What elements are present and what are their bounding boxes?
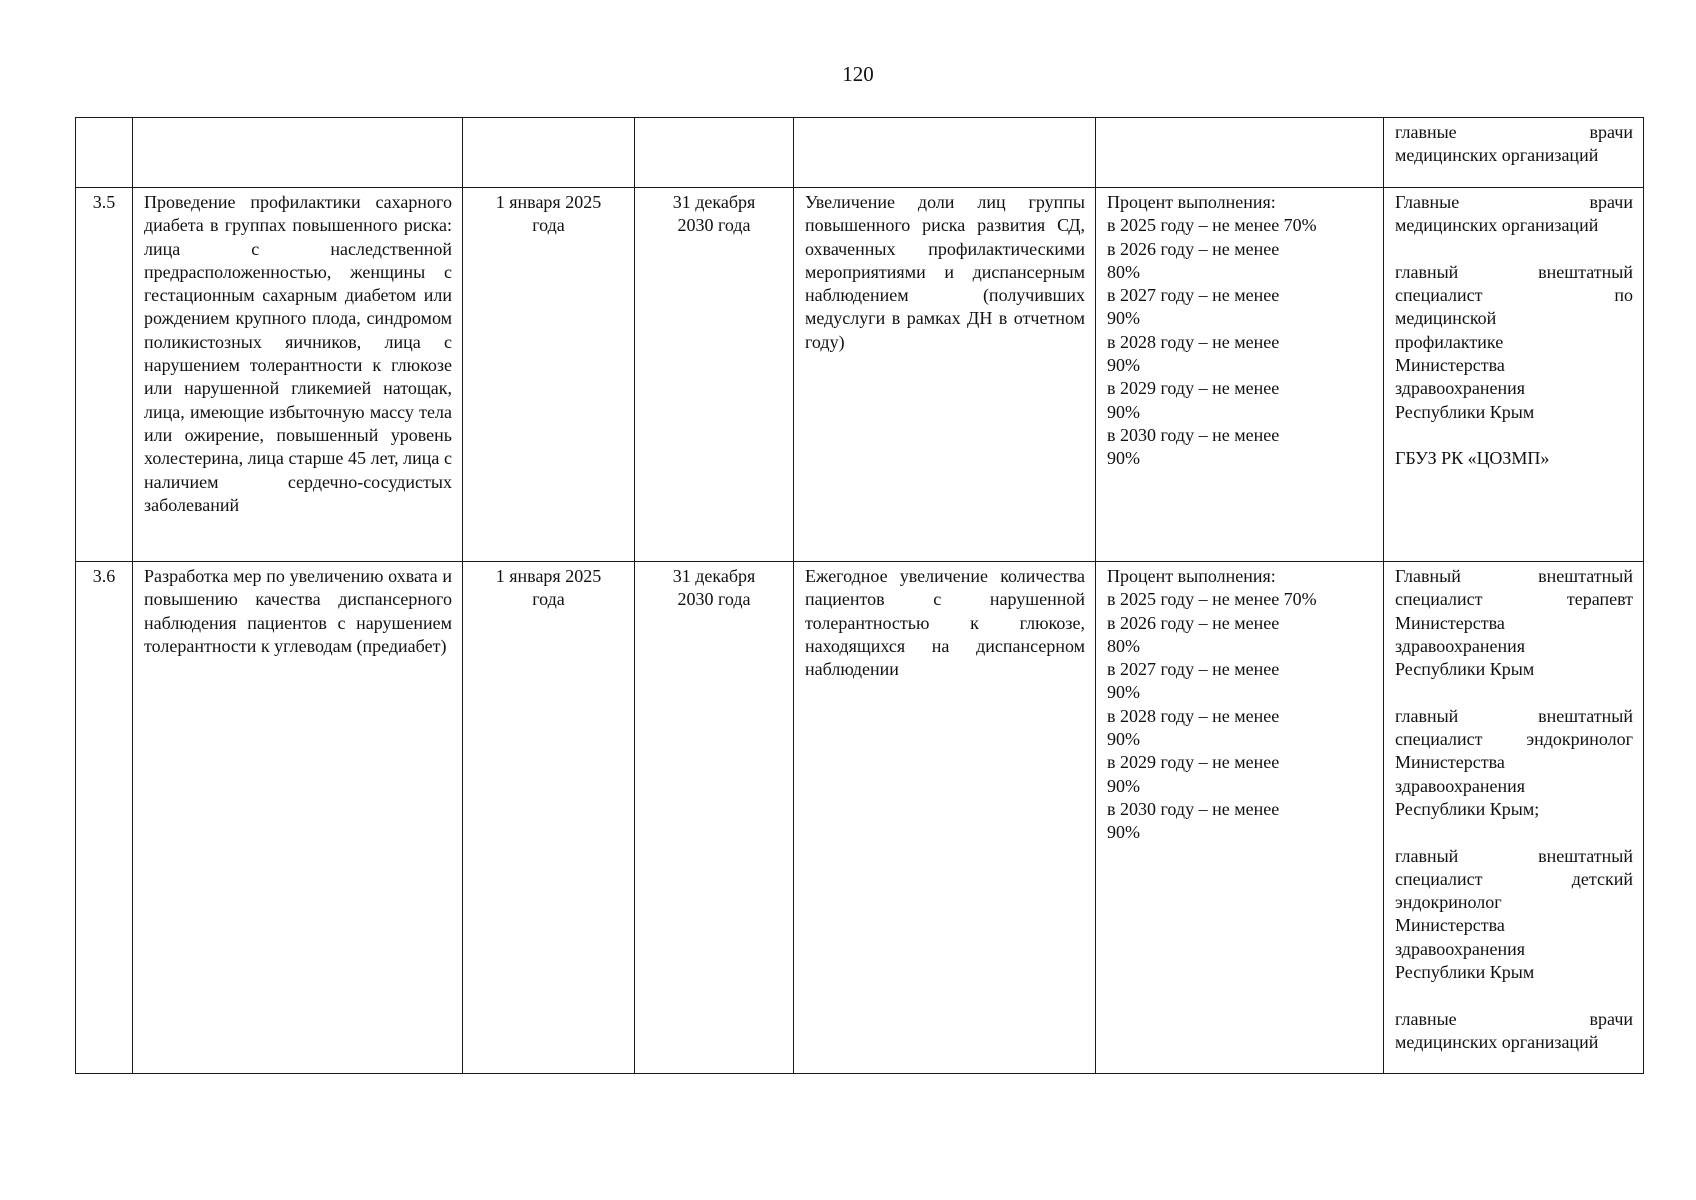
cell-num: 3.6 [76, 562, 133, 1074]
cell-start-empty [463, 118, 635, 188]
indicator-line: 90% [1107, 682, 1140, 703]
indicator-line: в 2029 году – не менее [1107, 378, 1280, 399]
responsible-line: профилактике [1395, 331, 1504, 352]
indicator-line: в 2030 году – не менее [1107, 798, 1280, 819]
responsible-line: Министерства [1395, 752, 1505, 773]
indicator-line: в 2026 году – не менее [1107, 612, 1280, 633]
indicator-line: 90% [1107, 448, 1140, 469]
indicator-line: 90% [1107, 775, 1140, 796]
responsible-line: Республики Крым [1395, 962, 1535, 983]
responsible-line: здравоохранения [1395, 378, 1526, 399]
indicator-line: 90% [1107, 822, 1140, 843]
cell-indicator [1096, 188, 1384, 562]
cell-start [463, 562, 635, 1074]
responsible-line: главный внештатный [1395, 705, 1633, 726]
cell-activity: Разработка мер по увеличению охвата и повышению качества диспансерного наблюдения пациентов с нарушением толерантности к углеводам (предиабет) [133, 562, 463, 1074]
responsible-line: Главные врачи [1395, 192, 1633, 212]
indicator-line: 90% [1107, 401, 1140, 422]
indicator-line: 90% [1107, 355, 1140, 376]
responsible-line: Министерства [1395, 612, 1505, 633]
indicator-line: 80% [1107, 261, 1140, 282]
start-date-line: 1 января 2025 [495, 192, 602, 212]
responsible-line: главные врачи [1395, 122, 1633, 142]
responsible-line: здравоохранения [1395, 938, 1526, 959]
indicator-line: в 2025 году – не менее 70% [1107, 589, 1317, 610]
cell-num-empty [76, 118, 133, 188]
cell-responsible [1384, 118, 1644, 188]
indicator-line: Процент выполнения: [1107, 192, 1276, 212]
start-date-line: года [532, 589, 565, 610]
end-date-line: 31 декабря [672, 192, 756, 212]
responsible-line: специалист по [1395, 285, 1633, 306]
indicator-line: в 2028 году – не менее [1107, 705, 1280, 726]
cell-start [463, 188, 635, 562]
responsible-line: медицинской [1395, 308, 1497, 329]
table-row-continuation [76, 118, 1644, 188]
responsible-line: специалист детский [1395, 868, 1633, 889]
cell-num: 3.5 [76, 188, 133, 562]
end-date-line: 2030 года [677, 589, 751, 610]
start-date-line: года [532, 215, 565, 236]
indicator-line: в 2029 году – не менее [1107, 752, 1280, 773]
responsible-line: здравоохранения [1395, 775, 1526, 796]
cell-end-empty [635, 118, 794, 188]
page-number: 120 [842, 62, 874, 86]
responsible-line: Республики Крым; [1395, 798, 1540, 819]
indicator-line: в 2027 году – не менее [1107, 659, 1280, 680]
table-row-3-6 [76, 562, 1644, 1074]
start-date-line: 1 января 2025 [495, 566, 602, 586]
indicator-line: в 2028 году – не менее [1107, 331, 1280, 352]
cell-end [635, 562, 794, 1074]
responsible-line: специалист терапевт [1395, 589, 1633, 610]
cell-activity-empty [133, 118, 463, 188]
responsible-line: медицинских организаций [1395, 1031, 1599, 1052]
cell-end [635, 188, 794, 562]
responsible-line: главные врачи [1395, 1008, 1633, 1029]
responsible-line: Республики Крым [1395, 401, 1535, 422]
responsible-line: Республики Крым [1395, 659, 1535, 680]
responsible-line: Министерства [1395, 355, 1505, 376]
cell-activity: Проведение профилактики сахарного диабета в группах повышенного риска: лица с наследственной предрасположенностью, женщины с гестационным сахарным диабетом или рождением крупного плода, синдромом поликистозных яичников, лица с нарушением толерантности к глюкозе или нарушенной гликемией натощак, лица, имеющие избыточную массу тела или ожирение, повышенный уровень холестерина, лица старше 45 лет, лица с наличием сердечно-сосудистых заболеваний [133, 188, 463, 562]
responsible-line: эндокринолог [1395, 892, 1502, 913]
responsible-line: медицинских организаций [1395, 145, 1599, 166]
indicator-line: 80% [1107, 635, 1140, 656]
end-date-line: 2030 года [677, 215, 751, 236]
responsible-line: специалист эндокринолог [1395, 729, 1633, 750]
cell-result-empty [794, 118, 1096, 188]
responsible-line: главный внештатный [1395, 261, 1633, 282]
cell-responsible [1384, 562, 1644, 1074]
measures-table [75, 117, 1644, 1074]
responsible-line: главный внештатный [1395, 845, 1633, 866]
responsible-line: медицинских организаций [1395, 215, 1599, 236]
indicator-line: в 2025 году – не менее 70% [1107, 215, 1317, 236]
end-date-line: 31 декабря [672, 566, 756, 586]
cell-indicator-empty [1096, 118, 1384, 188]
indicator-line: в 2030 году – не менее [1107, 424, 1280, 445]
responsible-line: ГБУЗ РК «ЦОЗМП» [1395, 448, 1550, 469]
cell-responsible [1384, 188, 1644, 562]
cell-result: Ежегодное увеличение количества пациентов с нарушенной толерантностью к глюкозе, находящихся на диспансерном наблюдении [794, 562, 1096, 1074]
indicator-line: в 2026 году – не менее [1107, 238, 1280, 259]
cell-result: Увеличение доли лиц группы повышенного риска развития СД, охваченных профилактическими мероприятиями и диспансерным наблюдением (получивших медуслуги в рамках ДН в отчетном году) [794, 188, 1096, 562]
table-row-3-5 [76, 188, 1644, 562]
cell-indicator [1096, 562, 1384, 1074]
indicator-line: 90% [1107, 729, 1140, 750]
responsible-line: Министерства [1395, 915, 1505, 936]
indicator-line: Процент выполнения: [1107, 566, 1276, 586]
responsible-line: здравоохранения [1395, 635, 1526, 656]
indicator-line: 90% [1107, 308, 1140, 329]
indicator-line: в 2027 году – не менее [1107, 285, 1280, 306]
responsible-line: Главный внештатный [1395, 566, 1633, 586]
